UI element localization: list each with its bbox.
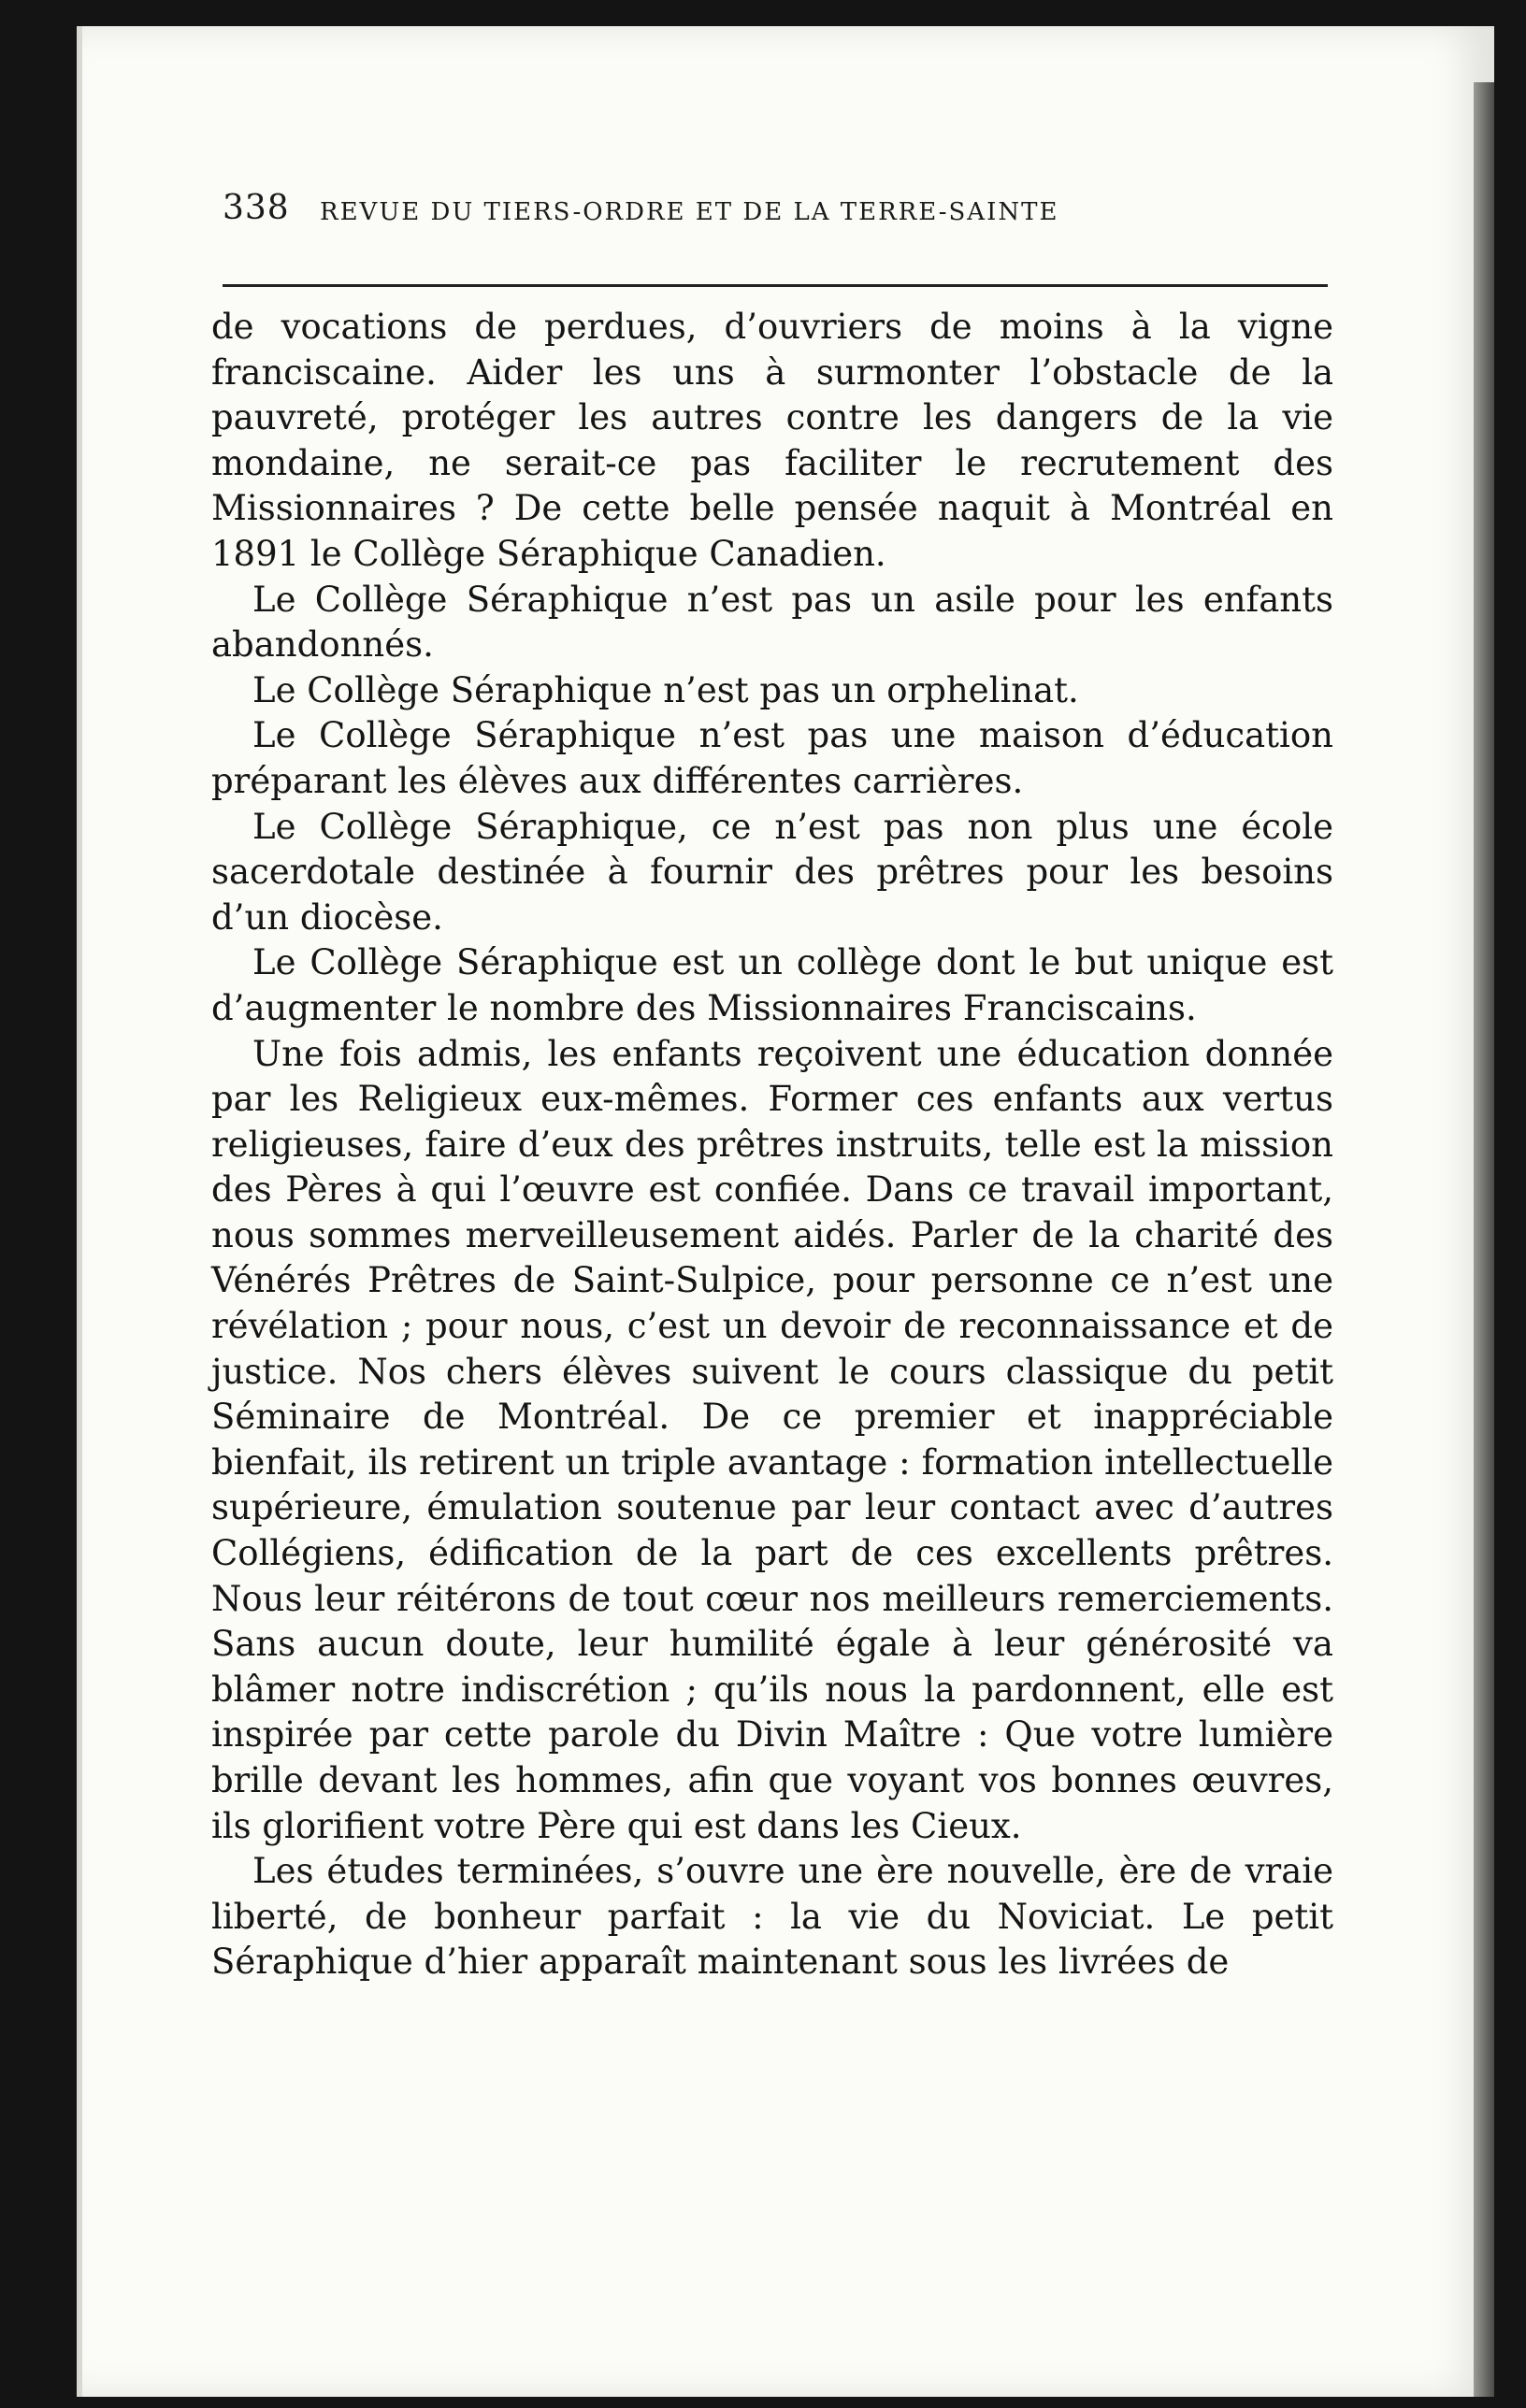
running-head: REVUE DU TIERS-ORDRE ET DE LA TERRE-SAINTE — [320, 198, 1059, 226]
page-shadow-edge — [1474, 82, 1494, 2397]
paragraph: Les études terminées, s’ouvre une ère nouvelle, ère de vraie liberté, de bonheur parfait : la vie du Noviciat. Le petit Séraphique d’hier apparaît maintenant sous les livrées de — [211, 1851, 1333, 1983]
paragraph: Le Collège Séraphique n’est pas un orphelinat. — [252, 669, 1079, 710]
body-text — [211, 305, 1333, 1985]
paragraph: Le Collège Séraphique est un collège dont le but unique est d’augmenter le nombre des Missionnaires Franciscains. — [211, 942, 1333, 1028]
paragraph: Une fois admis, les enfants reçoivent une éducation donnée par les Religieux eux-mêmes. Former ces enfants aux vertus religieuses, faire d’eux des prêtres instruits, telle est la mission des Pères à qui l’œuvre est confiée. Dans ce travail important, nous sommes merveilleusement aidés. Parler de la charité des Vénérés Prêtres de Saint-Sulpice, pour personne ce n’est une révélation ; pour nous, c’est un devoir de reconnaissance et de justice. Nos chers élèves suivent le cours classique du petit Séminaire de Montréal. De ce premier et inappréciable bienfait, ils retirent un triple avantage : formation intellectuelle supérieure, émulation soutenue par leur contact avec d’autres Collégiens, édification de la part de ces excellents prêtres. Nous leur réitérons de tout cœur nos meilleurs remerciements. Sans aucun doute, leur humilité égale à leur générosité va blâmer notre indiscrétion ; qu’ils nous la pardonnent, elle est inspirée par cette parole du Divin Maître : Que votre lumière brille devant les hommes, afin que voyant vos bonnes œuvres, ils glorifient votre Père qui est dans les Cieux. — [211, 1033, 1333, 1846]
page-header — [223, 178, 1328, 243]
page-number: 338 — [223, 189, 290, 227]
paragraph: Le Collège Séraphique, ce n’est pas non plus une école sacerdotale destinée à fournir des prêtres pour les besoins d’un diocèse. — [211, 806, 1333, 938]
paragraph: Le Collège Séraphique n’est pas une maison d’éducation préparant les élèves aux différentes carrières. — [211, 715, 1333, 801]
paragraph: de vocations de perdues, d’ouvriers de moins à la vigne franciscaine. Aider les uns à surmonter l’obstacle de la pauvreté, protéger les autres contre les dangers de la vie mondaine, ne serait-ce pas faciliter le recrutement des Missionnaires ? De cette belle pensée naquit à Montréal en 1891 le Collège Séraphique Canadien. — [211, 307, 1333, 574]
header-rule — [223, 284, 1328, 287]
paragraph: Le Collège Séraphique n’est pas un asile pour les enfants abandonnés. — [211, 579, 1333, 666]
